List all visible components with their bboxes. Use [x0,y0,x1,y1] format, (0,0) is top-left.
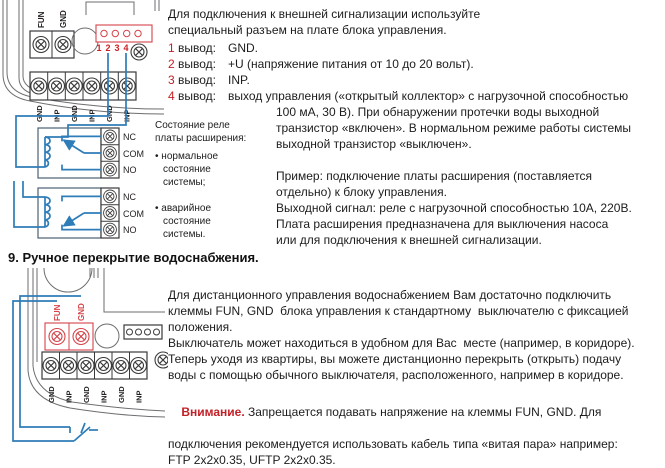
fun-label: FUN [53,304,62,321]
svg-text:2: 2 [105,43,111,53]
pin-number: 3 [168,73,175,87]
signal-connection-intro [168,6,628,104]
text-line: отдельно) к блоку управления. [276,185,447,199]
pin-word: вывод: [178,57,216,71]
fun-gnd-terminal-block [30,31,74,58]
pin-row [168,56,628,72]
pin-desc: GND. [228,41,258,55]
warning-label: Внимание. [181,405,245,419]
text-line: Плата расширения предназначена для выключения насоса [276,217,609,231]
text-line: положения. [168,320,233,334]
section-heading: 9. Ручное перекрытие водоснабжения. [8,250,259,265]
svg-text:INP: INP [64,390,74,403]
expansion-board-example [276,168,632,248]
signal-connector [124,325,162,339]
gnd-label: GND [59,10,68,28]
pin-desc: выход управления («открытый коллектор» с нагрузочной способностью [228,89,629,103]
legend-bullet-line: состояние [163,216,211,227]
text-line: воды с помощью обычного выключателя, расположенного, например в коридоре. [168,368,624,382]
legend-title: платы расширения: [155,133,247,144]
svg-text:INP: INP [52,109,62,122]
pin-desc: INP. [228,73,250,87]
svg-text:3: 3 [114,43,120,53]
wall-switch [70,423,98,441]
pin-row [168,88,628,104]
relay-contact-no [62,225,101,230]
text-line: FTP 2x2x0.35, UFTP 2x2x0.35. [168,453,336,467]
legend-bullet: • аварийное [155,203,211,214]
pin-word: вывод: [178,41,216,55]
text-line: или для подключения к внешней сигнализации. [276,233,542,247]
relay-label-com: COM [123,209,144,219]
relay-label-nc: NC [123,192,136,202]
relay-state-legend [155,119,267,241]
io-terminal-row [30,72,136,100]
text-line: выходной транзистор «выключен». [276,137,472,151]
svg-text:INP: INP [99,390,109,403]
text-line: транзистор «включен». В нормальном режиме работы системы [276,121,632,135]
relay-label-no: NO [123,225,137,236]
signal-connector [96,25,152,42]
intro-line: специальный разъем на плате блока управления. [168,23,447,37]
pin-number: 4 [168,89,175,103]
text-line: подключения рекомендуется использовать кабель типа «витая пара» например: [168,437,618,451]
pin-number: 2 [168,57,175,71]
pin-desc: +U (напряжение питания от 10 до 20 вольт). [228,57,474,71]
pin-numbers [96,43,128,53]
relay-normal-state [38,128,144,178]
io-terminal-row [42,352,168,379]
text-line: Для дистанционного управления водоснабжением Вам достаточно подключить [168,288,612,302]
diagram-manual-shutoff [0,262,168,450]
svg-text:GND: GND [117,386,126,403]
legend-bullet: • нормальное [155,151,219,162]
intro-line: Для подключения к внешней сигнализации используйте [168,7,481,21]
relay-alarm-state [14,181,144,238]
fun-label: FUN [37,11,46,28]
svg-text:GND: GND [82,386,91,403]
relay-coil-lead [23,181,45,197]
text-line: Выходной сигнал: реле с нагрузочной способностью 10А, 220В. [276,201,632,215]
relay-label-nc: NC [123,132,136,142]
relay-label-no: NO [123,165,137,176]
text-line: Пример: подключение платы расширения (поставляется [276,169,593,183]
relay-label-com: COM [123,149,144,159]
fun-gnd-terminal-block [45,323,93,350]
pin-word: вывод: [178,73,216,87]
relay-contact-nc [62,196,101,201]
pin-number: 1 [168,41,175,55]
legend-title: Состояние реле [155,120,230,131]
gnd-label: GND [77,303,86,321]
svg-text:INP: INP [122,109,132,122]
relay-contact-no [62,165,101,170]
svg-text:4: 4 [123,43,129,53]
pin4-continuation [276,104,631,152]
legend-bullet-line: системы; [163,177,206,188]
text-line: Внимание. Запрещается подавать напряжение на клеммы FUN, GND. Для [181,405,602,419]
warning-paragraph [168,388,618,468]
relay-coil [45,137,50,167]
svg-text:INP: INP [87,109,97,122]
manual-shutoff-paragraph [168,287,635,383]
relay-arm [64,140,85,153]
text-line: Теперь уходя из квартиры, вы можете дистанционно перекрыть (открыть) подачу [168,352,622,366]
svg-text:GND: GND [105,105,114,122]
buzzer-circle [72,28,98,54]
mount-screw [131,44,147,60]
svg-text:GND: GND [35,105,44,122]
svg-text:GND: GND [70,105,79,122]
legend-bullet-line: состояние [163,164,211,175]
svg-text:1: 1 [96,43,102,53]
relay-coil [45,197,50,227]
pin-word: вывод: [178,89,216,103]
text-line: клеммы FUN, GND блока управления к стандартному выключателю с фиксацией [168,304,629,318]
buzzer-circle [95,324,119,348]
pin-row [168,40,628,56]
pin-row [168,72,628,88]
diagram-control-board-signal [0,0,168,250]
io-terminal-labels [47,386,144,403]
svg-text:INP: INP [134,390,144,403]
text-line: Выключатель может находиться в удобном для Вас месте (например, в коридоре). [168,336,635,350]
relay-arm [64,213,85,226]
svg-text:GND: GND [47,386,56,403]
legend-bullet-line: системы. [163,229,206,240]
text-line: 100 мА, 30 В). При обнаружении протечки воды выходной [276,105,600,119]
